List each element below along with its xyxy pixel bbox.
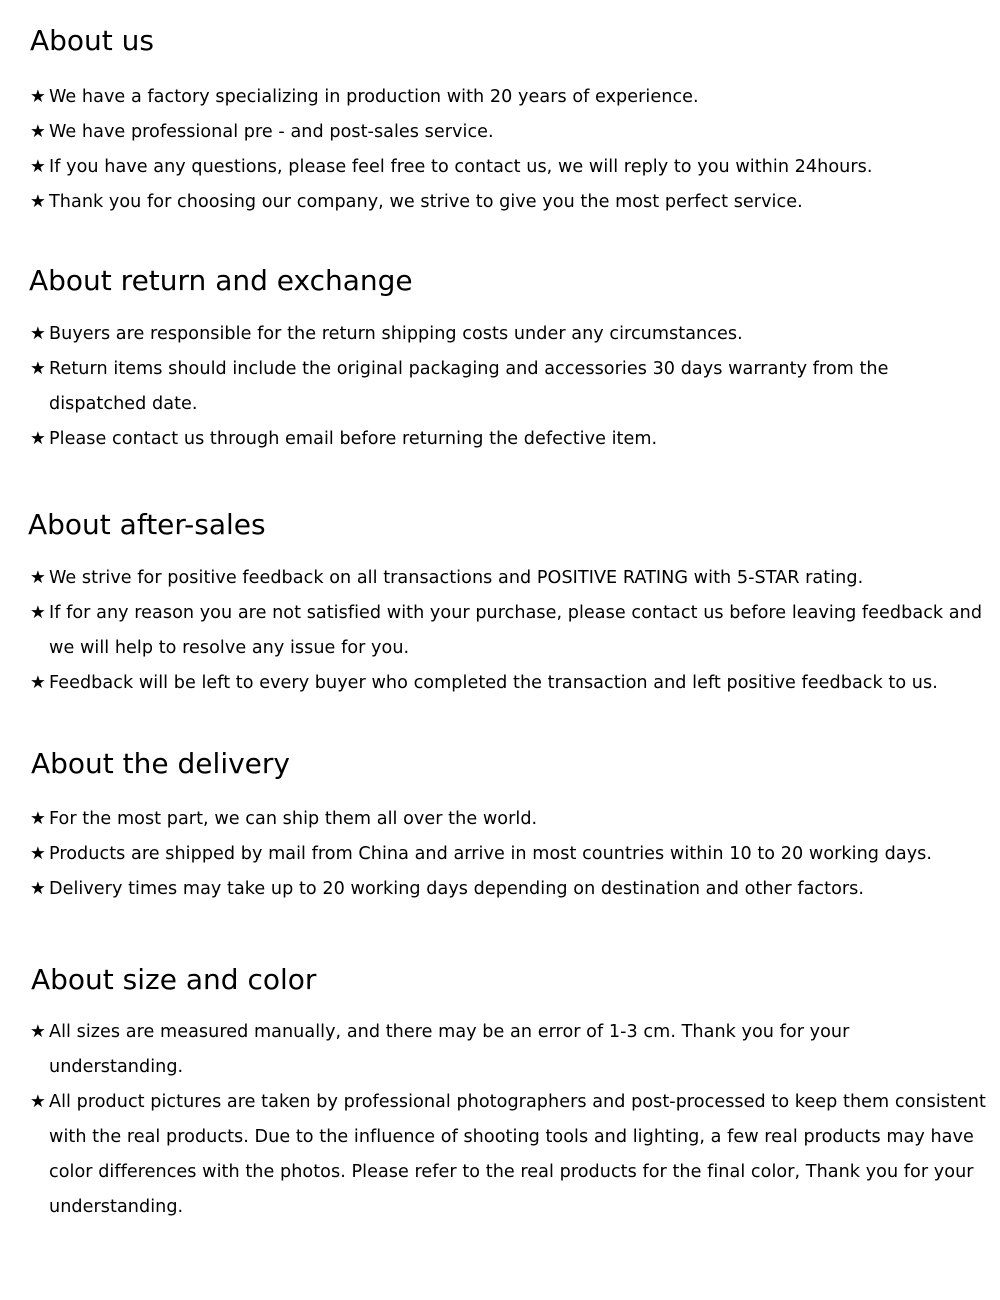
- list-item: [30, 1085, 988, 1225]
- list-item-text: Please contact us through email before returning the defective item.: [49, 429, 658, 449]
- section-title: About the delivery: [31, 747, 290, 780]
- list-item: [30, 80, 988, 115]
- star-icon: ★: [30, 157, 46, 177]
- bullet-list: [30, 1015, 988, 1225]
- list-item-text: We strive for positive feedback on all transactions and POSITIVE RATING with 5-STAR rating.: [49, 568, 864, 588]
- list-item: [30, 115, 988, 150]
- list-item-text: Delivery times may take up to 20 working days depending on destination and other factors.: [49, 879, 865, 899]
- star-icon: ★: [30, 359, 46, 379]
- list-item: [30, 1015, 988, 1085]
- star-icon: ★: [30, 603, 46, 623]
- section-title: About us: [30, 24, 155, 57]
- list-item-text: Thank you for choosing our company, we strive to give you the most perfect service.: [49, 192, 803, 212]
- section-title: About after-sales: [28, 508, 266, 541]
- star-icon: ★: [30, 673, 46, 693]
- bullet-list: [30, 80, 988, 220]
- star-icon: ★: [30, 429, 46, 449]
- star-icon: ★: [30, 324, 46, 344]
- star-icon: ★: [30, 844, 46, 864]
- list-item: [30, 317, 988, 352]
- star-icon: ★: [30, 879, 46, 899]
- list-item: [30, 422, 988, 457]
- list-item: [30, 352, 988, 422]
- list-item: [30, 185, 988, 220]
- bullet-list: [30, 317, 988, 457]
- list-item-text: Products are shipped by mail from China and arrive in most countries within 10 to 20 working days.: [49, 844, 933, 864]
- list-item: [30, 561, 988, 596]
- star-icon: ★: [30, 1022, 46, 1042]
- bullet-list: [30, 802, 988, 907]
- list-item: [30, 802, 988, 837]
- star-icon: ★: [30, 809, 46, 829]
- list-item-text: For the most part, we can ship them all over the world.: [49, 809, 538, 829]
- list-item-text: We have a factory specializing in production with 20 years of experience.: [49, 87, 699, 107]
- list-item-text: If you have any questions, please feel free to contact us, we will reply to you within 24hours.: [49, 157, 873, 177]
- list-item-text: All product pictures are taken by professional photographers and post-processed to keep them consistent with the real products. Due to the influence of shooting tools and lighting, a few real products may have color differences with the photos. Please refer to the real products for the final color, Thank you for your understanding.: [49, 1092, 986, 1217]
- star-icon: ★: [30, 192, 46, 212]
- bullet-list: [30, 561, 988, 701]
- list-item: [30, 872, 988, 907]
- list-item: [30, 596, 988, 666]
- star-icon: ★: [30, 1092, 46, 1112]
- list-item-text: Buyers are responsible for the return shipping costs under any circumstances.: [49, 324, 743, 344]
- section-title: About return and exchange: [29, 264, 413, 297]
- list-item-text: All sizes are measured manually, and there may be an error of 1-3 cm. Thank you for your understanding.: [49, 1022, 850, 1077]
- list-item: [30, 666, 988, 701]
- list-item-text: Feedback will be left to every buyer who completed the transaction and left positive feedback to us.: [49, 673, 938, 693]
- star-icon: ★: [30, 568, 46, 588]
- list-item: [30, 837, 988, 872]
- star-icon: ★: [30, 122, 46, 142]
- star-icon: ★: [30, 87, 46, 107]
- list-item: [30, 150, 988, 185]
- section-title: About size and color: [31, 963, 317, 996]
- list-item-text: We have professional pre - and post-sales service.: [49, 122, 494, 142]
- list-item-text: Return items should include the original packaging and accessories 30 days warranty from the dispatched date.: [49, 359, 889, 414]
- list-item-text: If for any reason you are not satisfied with your purchase, please contact us before leaving feedback and we will help to resolve any issue for you.: [49, 603, 983, 658]
